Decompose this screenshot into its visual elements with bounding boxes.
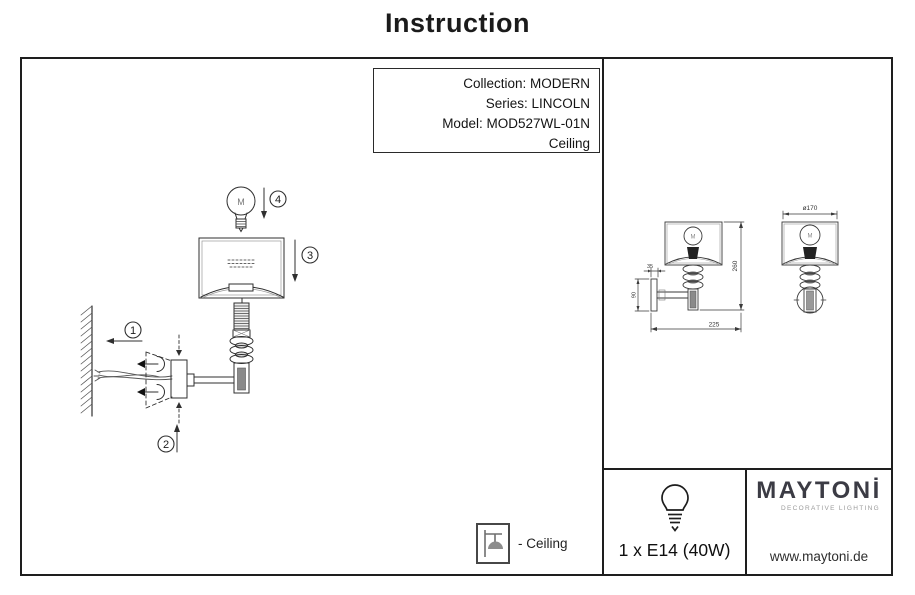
- front-bulb-marking: M: [807, 233, 813, 240]
- assembly-diagram: [81, 187, 318, 452]
- screw-bottom: [137, 385, 165, 400]
- step-4-label: 4: [274, 194, 282, 206]
- brand-tagline: DECORATIVE LIGHTING: [781, 505, 880, 512]
- maytoni-logo: MAYTONİ: [756, 477, 882, 504]
- bulb-icon: [654, 484, 696, 536]
- lampshade-drawing: [199, 238, 284, 303]
- dim-bracket-label: 90: [631, 291, 638, 299]
- screw-top: [137, 357, 165, 372]
- dim-height-label: 260: [732, 260, 739, 272]
- mount-legend: [476, 523, 596, 565]
- lamp-spec: 1 x E14 (40W): [618, 539, 731, 560]
- dim-bracket: [632, 279, 650, 311]
- wall-lamp-icon: [476, 523, 510, 564]
- bulb-marking: M: [237, 197, 245, 207]
- side-view-drawing: [632, 222, 745, 332]
- front-view-drawing: [782, 205, 838, 313]
- brand-cell: [747, 470, 891, 574]
- info-mount: Ceiling: [548, 136, 590, 151]
- page-title: Instruction: [385, 8, 530, 38]
- dim-offset: [644, 264, 665, 277]
- side-bulb-marking: M: [690, 234, 696, 241]
- step-1-label: 1: [129, 325, 137, 337]
- dim-diameter-label: ø170: [802, 205, 818, 212]
- step-3-arrow: [292, 240, 318, 282]
- info-model: Model: MOD527WL-01N: [442, 116, 590, 131]
- step-1-arrow: [106, 322, 142, 344]
- dim-offset-label: 35: [646, 264, 654, 270]
- dim-diameter: [783, 205, 837, 219]
- wall-mounting-drawing: [81, 306, 234, 423]
- bulb-spec-cell: [604, 470, 745, 574]
- brand-website: www.maytoni.de: [769, 549, 869, 564]
- step-2-arrow: [158, 424, 180, 452]
- step-3-label: 3: [306, 250, 314, 262]
- mount-legend-label: - Ceiling: [518, 536, 568, 551]
- bulb-drawing: [227, 187, 255, 232]
- dim-width-label: 225: [708, 321, 720, 329]
- info-series: Series: LINCOLN: [485, 96, 590, 111]
- socket-column-drawing: [230, 303, 253, 393]
- step-4-arrow: [261, 188, 286, 219]
- dim-width: [651, 313, 741, 332]
- step-2-label: 2: [162, 439, 170, 451]
- info-collection: Collection: MODERN: [463, 76, 590, 91]
